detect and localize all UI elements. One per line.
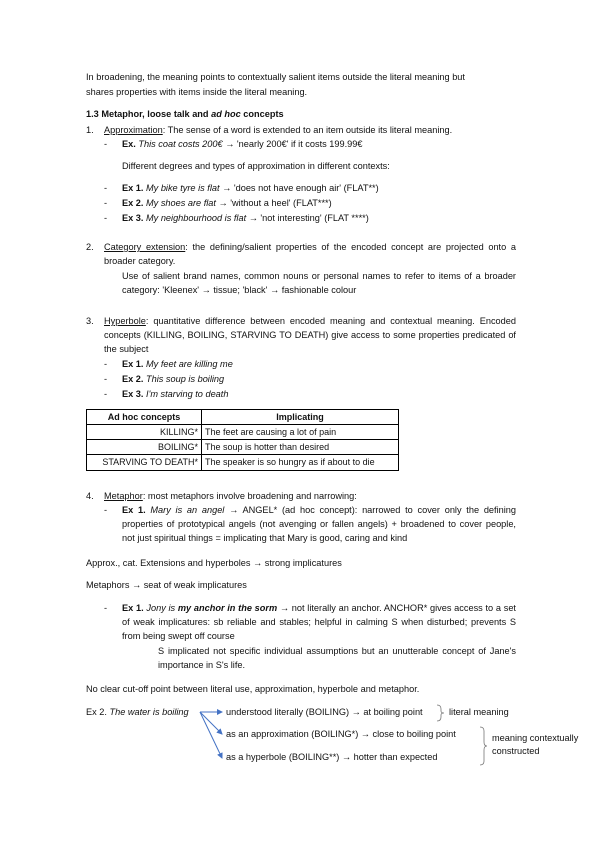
arrow-approximation <box>200 712 222 734</box>
s2-note: Use of salient brand names, common nouns or personal names to refer to items of a broader category: 'Kleenex' → tissue; 'black' → fashionable colour <box>122 271 516 295</box>
context-brace <box>479 726 489 766</box>
s4-desc: : most metaphors involve broadening and narrowing: <box>142 491 357 501</box>
diagram-branch-literal: understood literally (BOILING) → at boiling point <box>226 707 423 717</box>
table-cell: STARVING TO DEATH* <box>87 455 202 470</box>
context-label-line-2: constructed <box>492 746 540 756</box>
s1-desc: : The sense of a word is extended to an item outside its literal meaning. <box>162 125 453 135</box>
s3-ex3-label: Ex 3. <box>122 389 144 399</box>
jony-example <box>122 602 516 643</box>
table-cell: The soup is hotter than desired <box>202 440 399 455</box>
table-header-row <box>87 410 399 425</box>
s3-example-2 <box>122 373 224 387</box>
table-row <box>87 455 399 470</box>
jony-bullet: - <box>104 603 108 613</box>
jony-rest: → not literally an anchor. ANCHOR* gives access to a set of weak implicatures: sb reliable and stables; helpful in calming S when disturbed; prevents S from being swept off course <box>122 603 516 641</box>
jony-label: Ex 1. <box>122 603 144 613</box>
s1-ex3-italic: My neighbourhood is flat <box>146 213 247 223</box>
s4-bullet: - <box>104 505 108 515</box>
s1-example <box>122 138 363 152</box>
diagram-branch-hyperbole: as a hyperbole (BOILING**) → hotter than expected <box>226 752 438 762</box>
s2-title: Category extension <box>104 242 186 252</box>
s1-bullet-3: - <box>104 213 108 223</box>
s2-text <box>104 241 516 269</box>
s1-ex2-italic: My shoes are flat <box>146 198 216 208</box>
jony-italic: Jony is <box>146 603 176 613</box>
s1-ex1-label: Ex 1. <box>122 183 144 193</box>
s3-example-1 <box>122 358 233 372</box>
s3-example-3 <box>122 388 228 402</box>
s1-example-2 <box>122 197 332 211</box>
diagram-arrows <box>198 704 228 764</box>
s3-bullet-3: - <box>104 389 108 399</box>
s1-bullet-2: - <box>104 198 108 208</box>
ad-hoc-table <box>86 409 399 471</box>
s1-example-3 <box>122 212 369 226</box>
s1-title: Approximation <box>104 125 163 135</box>
s1-ex2-rest: → 'without a heel' (FLAT***) <box>218 198 332 208</box>
diagram-example <box>86 706 189 720</box>
s3-desc: : quantitative difference between encoded meaning and contextual meaning. Encoded concepts (KILLING, BOILING, STARVING TO DEATH) give access to some properties predicated of the subject <box>104 316 516 354</box>
s1-ex1-rest: → 'does not have enough air' (FLAT**) <box>222 183 379 193</box>
table-row <box>87 425 399 440</box>
s2-number: 2. <box>86 242 94 252</box>
s1-note: Different degrees and types of approximation in different contexts: <box>122 161 390 171</box>
s1-ex-label: Ex. <box>122 139 136 149</box>
section-heading <box>86 108 284 122</box>
s1-number: 1. <box>86 125 94 135</box>
s3-number: 3. <box>86 316 94 326</box>
s4-title: Metaphor <box>104 491 143 501</box>
summary-line-2: Metaphors → seat of weak implicatures <box>86 580 247 590</box>
s1-bullet-1: - <box>104 183 108 193</box>
table-header: Implicating <box>202 410 399 425</box>
s1-ex3-rest: → 'not interesting' (FLAT ****) <box>248 213 369 223</box>
s1-ex2-label: Ex 2. <box>122 198 144 208</box>
s2-desc: : the defining/salient properties of the encoded concept are projected onto a broader category. <box>104 242 516 266</box>
arrow-hyperbole <box>200 712 222 758</box>
summary-line-1: Approx., cat. Extensions and hyperboles → strong implicatures <box>86 558 342 568</box>
s3-ex2-italic: This soup is boiling <box>146 374 225 384</box>
s1-line <box>104 124 452 138</box>
s4-example <box>122 504 516 545</box>
intro-line-1: In broadening, the meaning points to contextually salient items outside the literal meaning but <box>86 72 465 82</box>
s1-bullet: - <box>104 139 108 149</box>
table-cell: KILLING* <box>87 425 202 440</box>
s3-text <box>104 315 516 356</box>
s4-line <box>104 490 357 504</box>
s1-ex1-italic: My bike tyre is flat <box>146 183 220 193</box>
literal-meaning-label: literal meaning <box>449 707 509 717</box>
table-header: Ad hoc concepts <box>87 410 202 425</box>
literal-brace <box>436 704 446 722</box>
table-cell: BOILING* <box>87 440 202 455</box>
table-row <box>87 440 399 455</box>
table-cell: The feet are causing a lot of pain <box>202 425 399 440</box>
diagram-ex-italic: The water is boiling <box>109 707 189 717</box>
table-cell: The speaker is so hungry as if about to die <box>202 455 399 470</box>
s1-ex-italic: This coat costs 200€ <box>138 139 223 149</box>
s3-ex3-italic: I'm starving to death <box>146 389 229 399</box>
s1-ex3-label: Ex 3. <box>122 213 144 223</box>
s3-bullet-1: - <box>104 359 108 369</box>
s3-ex1-label: Ex 1. <box>122 359 144 369</box>
intro-line-2: shares properties with items inside the literal meaning. <box>86 87 308 97</box>
cutoff-line: No clear cut-off point between literal use, approximation, hyperbole and metaphor. <box>86 684 420 694</box>
s1-example-1 <box>122 182 379 196</box>
s1-ex-rest: → 'nearly 200€' if it costs 199.99€ <box>225 139 363 149</box>
diagram-branch-approximation: as an approximation (BOILING*) → close to boiling point <box>226 729 456 739</box>
s4-ex-label: Ex 1. <box>122 505 146 515</box>
s4-ex-italic: Mary is an angel <box>150 505 225 515</box>
context-label-line-1: meaning contextually <box>492 733 579 743</box>
jony-bold-italic: my anchor in the sorm <box>177 603 278 613</box>
s3-ex1-italic: My feet are killing me <box>146 359 233 369</box>
heading-post: concepts <box>243 109 284 119</box>
s3-ex2-label: Ex 2. <box>122 374 144 384</box>
heading-italic: ad hoc <box>211 109 241 119</box>
s4-ex-rest: → ANGEL* (ad hoc concept): narrowed to cover only the defining properties of prototypical angels (not avenging or fallen angels) + broadened to cover people, not just spiritual things = implicating that Mary is good, caring and kind <box>122 505 516 543</box>
jony-note: S implicated not specific individual assumptions but an unutterable concept of Jane's importance in S's life. <box>158 646 516 670</box>
s3-bullet-2: - <box>104 374 108 384</box>
s3-title: Hyperbole <box>104 316 146 326</box>
heading-pre: 1.3 Metaphor, loose talk and <box>86 109 209 119</box>
s4-number: 4. <box>86 491 94 501</box>
diagram-ex-label: Ex 2. <box>86 707 107 717</box>
